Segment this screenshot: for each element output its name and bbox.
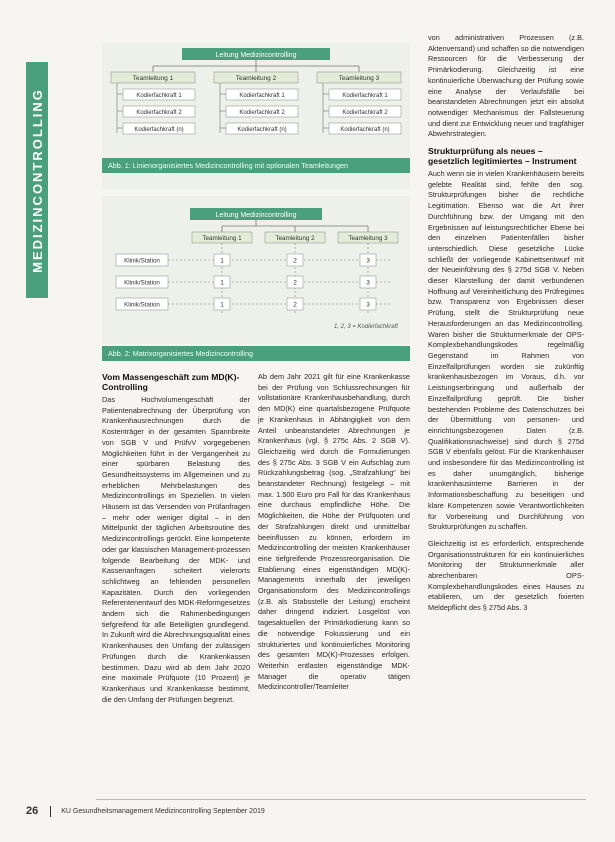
figure-1-worker-label: Kodierfachkraft 2	[136, 110, 182, 116]
figure-2-caption: Abb. 2: Matrixorganisiertes Medizincontrolling	[102, 346, 410, 361]
figure-1-worker-label: Kodierfachkraft 2	[239, 110, 285, 116]
figure-2-team-label: Teamleitung 3	[348, 235, 388, 242]
figure-1-worker-label: Kodierfachkraft 1	[239, 93, 285, 99]
figure-2-team-label: Teamleitung 2	[275, 235, 315, 242]
column-3-heading: Strukturprüfung als neues – gesetzlich legitimiertes – Instrument	[428, 146, 577, 167]
figure-2-cell-label: 1	[220, 279, 224, 287]
page-number: 26	[26, 805, 39, 817]
article-column-1	[102, 372, 250, 709]
figure-1-team-label: Teamleitung 1	[132, 75, 174, 82]
figure-2-row-label: Klinik/Station	[124, 279, 160, 287]
column-3-body: Auch wenn sie in vielen Krankenhäusern bereits gelebte Realität sind, fehlte den sog. Strukturprüfungen bisher die rechtliche Legitimation. Ebenso war die Art ihrer Durchführung bzw. der Umgang mit den Ergebnissen auf leistungsrechtlicher Ebene bei den einzelnen Patientenfällen bisher unterschiedlich. Diese gesetzliche Lücke schließt der vorliegende Kabinettsentwurf mit der Neueinführung des § 275d SGB V. Neben dieser Klarstellung der damit verbundenen Hoffnung auf Vereinheitlichung des Prüfregimes bzw. Transparenz von Ergebnissen dieser Prüfung, stellt die Strukturprüfung neue Herausforderungen an das Medizincontrolling. Waren bisher die Strukturmerkmale der OPS-Komplexbehandlungskodes regelmäßig Gegenstand im Rahmen von Einzelfallprüfungen worden sie zukünftig krankenhausbezogen im Voraus, d.h. vor Leistungserbringung und außerhalb der Einzelfallprüfung geprüft. Die bisher bestehenden Probleme des Datenschutzes bei der Übermittlung von personen- und einrichtungsbezogenen Daten (z.B. Qualifikationsnachweise) sind durch § 275d SGB V ebenfalls gelöst. Für die Krankenhäuser und insbesondere für das Medizincontrolling ist es daher unumgänglich, bisherige krankenhausinterne Barrieren in der Informationsbeschaffung zu beseitigen und klare Kompetenzen sowie Verantwortlichkeiten für Vorbereitung und Durchführung von Strukturprüfungen zu schaffen.	[428, 169, 584, 532]
figure-2-row-label: Klinik/Station	[124, 257, 160, 265]
column-1-heading: Vom Massengeschäft zum MD(K)-Controlling	[102, 372, 240, 392]
figure-2-cell-label: 1	[220, 301, 224, 309]
figure-1-team-label: Teamleitung 3	[338, 75, 380, 82]
figure-1-worker-label: Kodierfachkraft (n)	[340, 127, 390, 133]
figure-2-cell-label: 2	[293, 257, 297, 265]
figure-2-cell-label: 3	[366, 301, 370, 309]
figure-1-worker-label: Kodierfachkraft (n)	[237, 127, 287, 133]
column-1-paragraph: Das Hochvolumengeschäft der Patientenabrechnung der Überprüfung von Krankenhausrechnungen durch die Kostenträger in der gesamten Spannbreite von SGB V und PrüfvV vorgegebenen Möglichkeiten führt in der Vergangenheit zu einer spürbaren Belastung des Gesundheitssystems im Allgemeinen und zu erheblichen Mehrbelastungen des Medizincontrollings im Speziellen. In vielen Häusern ist das Versenden von Prüfanfragen – mehr oder weniger digital – in den Mittelpunkt der täglichen Arbeitsroutine des Medizincontrollings gerückt. Eine kompetente oder gar klassischen Management-prozessen folgende Bearbeitung der MDK- und Kassenanfragen scheitert vielerorts schlichtweg an fehlenden personellen Kapazitäten. Durch den vorliegenden Referentenentwurf des MDK-Reformgesetzes ändern sich die Rahmenbedingungen tiefgreifend für alle Beteiligten grundlegend. In Zukunft wird die Abrechnungsqualität eines Krankenhauses den Umfang der zulässigen Prüfungen durch die Krankenkassen bestimmen. Dazu wird ab dem Jahr 2020 eine maximale Prüfquote (10 Prozent) je Krankenhaus und Krankenkasse bestimmt, die den Umfang der Prüfungen begrenzt.	[102, 395, 250, 704]
section-side-tab-label: MEDIZINCONTROLLING	[29, 87, 45, 273]
figure-2-top-label: Leitung Medizincontrolling	[215, 212, 297, 219]
figure-2-cell-label: 3	[366, 257, 370, 265]
figure-2-row-label: Klinik/Station	[124, 301, 160, 309]
figure-1-worker-label: Kodierfachkraft (n)	[134, 127, 184, 133]
figure-1-team-label: Teamleitung 2	[235, 75, 277, 82]
column-3-closing: Gleichzeitig ist es erforderlich, entsprechende Organisationsstrukturen für ein kontinuierliches Monitoring der Strukturmerkmale aller abrechenbaren OPS-Komplexbehandlungskodes eines Hauses zu etablieren, um der gesetzlich fixierten Meldepflicht des § 275d Abs. 3	[428, 538, 584, 613]
figure-1-top-label: Leitung Medizincontrolling	[215, 52, 297, 59]
figure-1-worker-label: Kodierfachkraft 2	[342, 110, 388, 116]
publication-name: KU Gesundheitsmanagement Medizincontrolling September 2019	[61, 807, 265, 815]
figure-2-team-label: Teamleitung 1	[202, 235, 242, 242]
section-side-tab	[26, 62, 48, 298]
figure-2-matrix-chart	[102, 196, 410, 344]
figure-1-worker-label: Kodierfachkraft 1	[342, 93, 388, 99]
figure-1-worker-label: Kodierfachkraft 1	[136, 93, 182, 99]
column-2-paragraph: Ab dem Jahr 2021 gilt für eine Krankenkasse bei der Prüfung von Schlussrechnungen für vollstationäre Krankenhausbehandlung, durch den MD(K) eine quartalsbezogene Prüfquote je Krankenhaus in Abhängigkeit von dem Anteil unbeanstandeter Abrechnungen je Krankenhaus (vgl. § 275c Abs. 2 SGB V). Gleichzeitig wird durch die Formulierungen des § 275c Abs. 3 SGB V ein Aufschlag zum Rückzahlungsbetrag (sog. „Strafzahlung“ bei beanstandeter Rechnung) festgelegt – mit max. 1.500 Euro pro Fall für das Krankenhaus eine durchaus empfindliche Höhe. Die Möglichkeiten, die Höhe der Prüfquoten und der Strafzahlungen direkt und unmittelbar beeinflussen zu können, erfordern im Medizincontrolling der meisten Krankenhäuser eine tiefgreifende Prozessreorganisation. Die Etablierung eines eigenständigen MD(K)-Managements innerhalb der jeweiligen Organisationsform des Medizincontrollings (z.B. als Stabsstelle der Leitung) erscheint daher dringend indiziert. Losgelöst von tagesaktuellen der Primärkodierung kann so die notwendige Fokussierung und ein strukturiertes und kontinuierliches Monitoring des gesamten MD(K)-Prozesses erfolgen. Weiterhin entlasten eigenständige MDK-Manager die operativ tätigen Medizincontroller/Teamleiter	[258, 372, 410, 692]
article-column-2	[258, 372, 410, 697]
figure-2-cell-label: 2	[293, 301, 297, 309]
figure-2-cell-label: 3	[366, 279, 370, 287]
figure-2-cell-label: 1	[220, 257, 224, 265]
figure-1-caption: Abb. 1: Linienorganisiertes Medizincontrolling mit optionalen Teamleitungen	[102, 158, 410, 173]
article-column-3	[428, 33, 584, 618]
figure-2-legend: 1, 2, 3 = Kodierfachkraft	[334, 324, 398, 330]
figure-2-cell-label: 2	[293, 279, 297, 287]
page-footer	[26, 803, 586, 819]
column-3-intro: von administrativen Prozessen (z.B. Aktenversand) und schaffen so die notwendigen Ressourcen für die Verbesserung der Primärkodierung. Gleichzeitig ist eine kontinuierliche Überwachung der Prüfung sowie eine Analyse der Verlaufsfälle bei beanstandeten Abrechnungen jetzt ein absolut notwendiger Mechanismus der Fallsteuerung und dient zur Entwicklung neuer und tragfähiger Abwehrstrategien.	[428, 33, 584, 139]
